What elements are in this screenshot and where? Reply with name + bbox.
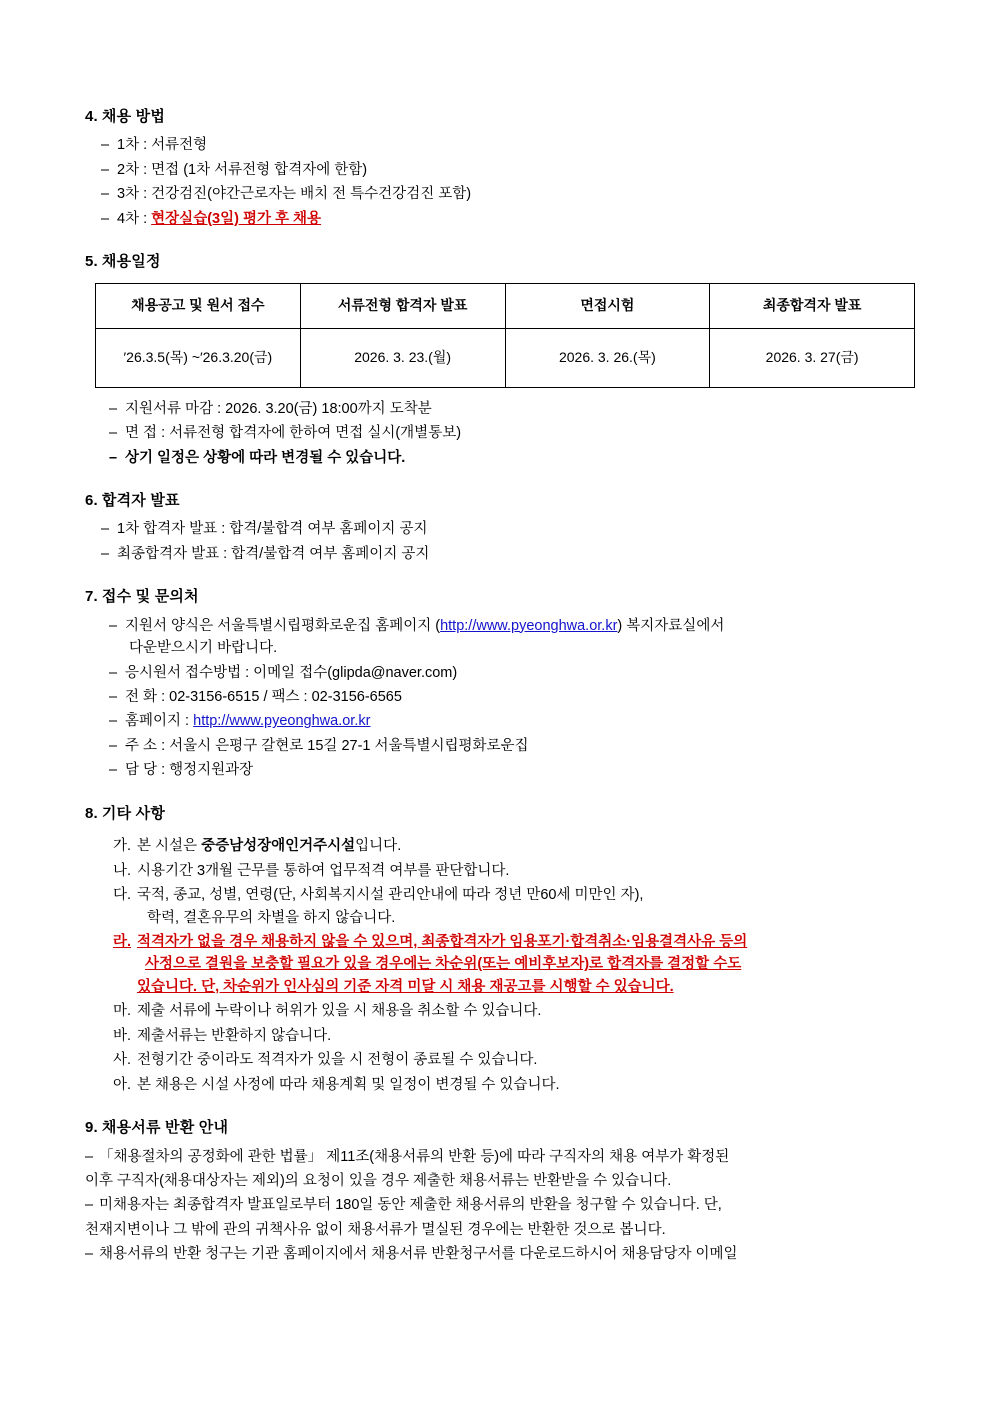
list-item-text: 제출 서류에 누락이나 허위가 있을 시 채용을 취소할 수 있습니다. — [137, 1003, 542, 1020]
list-item-marker: 가. — [113, 838, 132, 855]
list-item: – 3차 : 건강검진(야간근로자는 배치 전 특수건강검진 포함) — [99, 183, 912, 205]
list-item — [113, 1000, 912, 1022]
section-9 — [85, 1116, 912, 1266]
list-item-homepage — [107, 710, 912, 732]
list-item-application-form — [107, 615, 912, 660]
section-4-heading: 채용 방법 — [101, 108, 166, 125]
application-form-text-pre: 지원서 양식은 서울특별시립평화로운집 홈페이지 ( — [125, 617, 441, 634]
paragraph-3: – 채용서류의 반환 청구는 기관 홈페이지에서 채용서류 반환청구서를 다운로드하시어 채용담당자 이메일 — [85, 1243, 912, 1265]
list-item: – 면 접 : 서류전형 합격자에 한하여 면접 실시(개별통보) — [107, 422, 912, 444]
table-cell: 2026. 3. 26.(목) — [505, 329, 710, 388]
list-item-text: 시용기간 3개월 근무를 통하여 업무적격 여부를 판단합니다. — [137, 862, 510, 879]
paragraph-1-cont: 이후 구직자(채용대상자는 제외)의 요청이 있을 경우 제출한 채용서류는 반환받을 수 있습니다. — [85, 1173, 672, 1189]
list-item: – 상기 일정은 상황에 따라 변경될 수 있습니다. — [107, 447, 912, 469]
table-row — [96, 329, 915, 388]
schedule-table — [95, 283, 915, 387]
section-5-heading: 채용일정 — [101, 253, 161, 271]
list-item-marker: 나. — [113, 862, 132, 879]
list-item-text: 제출서류는 반환하지 않습니다. — [137, 1027, 332, 1044]
application-form-text-post: ) 복지자료실에서 — [617, 617, 725, 634]
section-5 — [85, 250, 912, 469]
section-6-list — [99, 518, 912, 565]
table-cell: ′26.3.5(목) ~′26.3.20(금) — [96, 329, 301, 388]
section-8-number: 8. — [85, 804, 98, 822]
homepage-label: 홈페이지 : — [125, 713, 190, 730]
list-item-marker: 다. — [113, 887, 132, 904]
list-item-text: 본 채용은 시설 사정에 따라 채용계획 및 일정이 변경될 수 있습니다. — [137, 1076, 560, 1093]
table-header-cell: 채용공고 및 원서 접수 — [96, 284, 301, 329]
section-8 — [85, 802, 912, 1096]
section-5-number: 5. — [85, 253, 98, 271]
table-cell: 2026. 3. 23.(월) — [300, 329, 505, 388]
section-4-list — [99, 134, 912, 230]
list-item-marker: 바. — [113, 1027, 132, 1044]
list-item-marker: 사. — [113, 1052, 132, 1069]
section-5-title — [85, 250, 912, 273]
text-line-1: 적격자가 없을 경우 채용하지 않을 수 있으며, 최종합격자가 임용포기·합격취소·임용결격사유 등의 — [137, 934, 748, 950]
list-item-marker: 라. — [113, 934, 132, 950]
list-item: – 지원서류 마감 : 2026. 3.20(금) 18:00까지 도착분 — [107, 398, 912, 420]
list-item — [113, 884, 912, 929]
text-line-1: 국적, 종교, 성별, 연령(단, 사회복지시설 관리안내에 따라 정년 만60세 미만인 자), — [137, 887, 644, 904]
section-9-title — [85, 1116, 912, 1139]
text-line-2: 학력, 결혼유무의 차별을 하지 않습니다. — [147, 909, 396, 926]
list-item: – 주 소 : 서울시 은평구 갈현로 15길 27-1 서울특별시립평화로운집 — [107, 735, 912, 757]
section-7 — [85, 585, 912, 782]
section-9-number: 9. — [85, 1119, 98, 1137]
section-5-notes — [107, 398, 912, 469]
text-pre: 본 시설은 — [137, 838, 202, 855]
paragraph-1: – 「채용절차의 공정화에 관한 법률」 제11조(채용서류의 반환 등)에 따라 구직자의 채용 여부가 확정된 — [85, 1146, 912, 1168]
list-item: – 최종합격자 발표 : 합격/불합격 여부 홈페이지 공지 — [99, 543, 912, 565]
table-header-row — [96, 284, 915, 329]
section-7-heading: 접수 및 문의처 — [101, 588, 199, 606]
table-header-cell: 최종합격자 발표 — [710, 284, 915, 329]
list-item — [113, 1025, 912, 1047]
text-bold: 중증남성장애인거주시설 — [201, 838, 356, 855]
list-item — [113, 1049, 912, 1071]
section-6-title — [85, 489, 912, 512]
list-item-text: 전형기간 중이라도 적격자가 있을 시 전형이 종료될 수 있습니다. — [137, 1052, 538, 1069]
text-line-2: 사정으로 결원을 보충할 필요가 있을 경우에는 차순위(또는 예비후보자)로 합격자를 결정할 수도 — [145, 956, 742, 973]
list-item-text — [137, 884, 912, 929]
highlight-text: 현장실습(3일) 평가 후 채용 — [151, 210, 322, 227]
list-item: – 2차 : 면접 (1차 서류전형 합격자에 한함) — [99, 159, 912, 181]
section-4 — [85, 105, 912, 230]
text-post: 입니다. — [355, 838, 402, 855]
homepage-link[interactable]: http://www.pyeonghwa.or.kr — [440, 617, 618, 634]
paragraph-2-cont: 천재지변이나 그 밖에 관의 귀책사유 없이 채용서류가 멸실된 경우에는 반환한 것으로 봅니다. — [85, 1221, 666, 1238]
list-item: – 1차 : 서류전형 — [99, 134, 912, 156]
list-item — [113, 1074, 912, 1096]
list-item: – 담 당 : 행정지원과장 — [107, 759, 912, 781]
list-item: – 응시원서 접수방법 : 이메일 접수(glipda@naver.com) — [107, 662, 912, 684]
section-8-title — [85, 802, 912, 825]
list-item — [99, 208, 912, 230]
section-7-title — [85, 585, 912, 608]
table-header-cell: 면접시험 — [505, 284, 710, 329]
list-item: – 1차 합격자 발표 : 합격/불합격 여부 홈페이지 공지 — [99, 518, 912, 540]
application-form-text-cont: 다운받으시기 바랍니다. — [129, 640, 278, 657]
section-8-list — [113, 835, 912, 1096]
list-item-marker: 아. — [113, 1076, 132, 1093]
list-item-marker: 마. — [113, 1003, 132, 1020]
section-6-heading: 합격자 발표 — [101, 492, 180, 510]
section-8-heading: 기타 사항 — [101, 804, 166, 822]
section-7-number: 7. — [85, 588, 98, 606]
list-item-text — [137, 835, 912, 857]
list-item-label: 4차 : — [117, 210, 148, 227]
homepage-link-2[interactable]: http://www.pyeonghwa.or.kr — [193, 713, 371, 730]
section-9-heading: 채용서류 반환 안내 — [101, 1119, 229, 1137]
list-item — [113, 860, 912, 882]
text-line-3: 있습니다. 단, 차순위가 인사심의 기준 자격 미달 시 채용 재공고를 시행할 수 있습니다. — [137, 978, 674, 995]
list-item-text — [137, 931, 912, 998]
section-6-number: 6. — [85, 492, 98, 510]
list-item — [113, 835, 912, 857]
list-item-highlight — [113, 931, 912, 998]
section-4-number: 4. — [85, 108, 98, 125]
paragraph-2: – 미채용자는 최종합격자 발표일로부터 180일 동안 제출한 채용서류의 반환을 청구할 수 있습니다. 단, — [85, 1194, 912, 1216]
section-7-list — [107, 615, 912, 782]
table-header-cell: 서류전형 합격자 발표 — [300, 284, 505, 329]
section-6 — [85, 489, 912, 565]
section-4-title — [85, 105, 912, 128]
list-item: – 전 화 : 02-3156-6515 / 팩스 : 02-3156-6565 — [107, 686, 912, 708]
table-cell: 2026. 3. 27(금) — [710, 329, 915, 388]
